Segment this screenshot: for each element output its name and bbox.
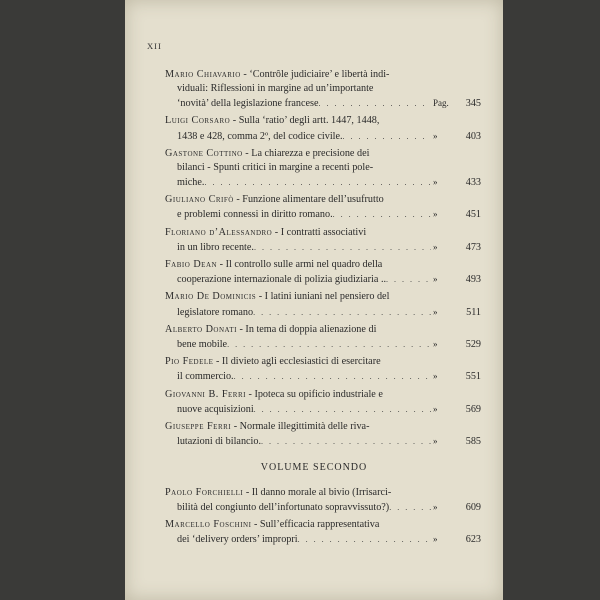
toc-last-line [165,96,481,111]
toc-author: Floriano d’Alessandro [165,226,273,238]
toc-page-number: 451 [465,209,481,221]
toc-line: bilanci - Spunti critici in margine a recenti pole- [177,161,374,173]
toc-title-text: - In tema di doppia alienazione di [239,323,377,335]
page-prefix: » [433,209,438,220]
toc-page-number: 511 [466,306,481,318]
toc-author: Paolo Forchielli [165,487,244,498]
toc-last-line [165,240,481,255]
toc-page-number: 623 [465,534,481,546]
toc-line [165,388,481,402]
toc-page-number: 551 [465,371,481,383]
toc-last-line [165,305,481,320]
toc-last-line [165,369,481,384]
toc-title-text: cooperazione internazionale di polizia giudiziaria .. [177,274,387,286]
toc-last-line [165,337,481,352]
page-prefix: » [433,338,438,349]
toc-entry [165,193,481,222]
toc-entry [165,486,481,515]
toc-title-text: bene mobile [177,338,228,350]
toc-page-number: 493 [465,274,481,286]
toc-title-text: - Sull’efficacia rappresentativa [253,519,380,531]
dot-leader [227,338,431,352]
toc-author: Fabio Dean [165,259,218,271]
page-prefix: » [433,306,438,317]
page-prefix: » [433,502,438,513]
toc-line: viduali: Riflessioni in margine ad un’importante [177,83,374,95]
toc-title-text: e problemi connessi in diritto romano. [177,209,333,221]
toc-line [165,226,481,240]
toc-line [165,323,481,337]
dot-leader [319,97,431,111]
toc-author: Luigi Corsaro [165,115,231,127]
toc-author: Alberto Donati [165,323,237,335]
toc-entry [165,147,481,190]
toc-line [165,290,481,304]
toc-page-number: 403 [465,130,481,142]
dot-leader [254,403,431,417]
toc-page-number: 569 [465,403,481,415]
toc-title-text: - ‘Contrôle judiciaire’ e libertà indi- [243,69,390,80]
toc-title-text: legislatore romano [177,306,254,318]
toc-last-line [165,175,481,190]
page-prefix: » [433,403,438,414]
toc-volume-2 [165,486,481,551]
page-prefix: » [433,436,438,447]
toc-entry [165,114,481,143]
toc-title-text: - I contratti associativi [274,226,367,238]
toc-entry [165,290,481,319]
toc-entry [165,68,481,111]
toc-line [165,486,481,500]
toc-title-text: - Il danno morale al bivio (Irrisarci- [245,487,392,498]
toc-volume-1 [165,68,481,452]
toc-title-text: il commercio. [177,371,234,383]
toc-author: Giuliano Crifò [165,194,234,206]
toc-title-text: dei ‘delivery orders’ impropri [177,534,298,546]
toc-title-text: - La chiarezza e precisione dei [245,147,370,159]
toc-last-line [165,402,481,417]
toc-page-number: 529 [465,338,481,350]
toc-entry [165,258,481,287]
toc-title-text: ‘novità’ della legislazione francese [177,98,319,110]
toc-author: Mario Chiavario [165,69,241,80]
toc-title-text: - Ipoteca su opificio industriale e [248,388,383,400]
toc-author: Giovanni B. Ferri [165,388,246,400]
toc-title-text: - I latini iuniani nel pensiero del [258,291,390,303]
dot-leader [386,273,431,287]
page-prefix: » [433,534,438,545]
toc-entry [165,420,481,449]
dot-leader [253,306,431,320]
dot-leader [234,370,431,384]
toc-title-text: - Il controllo sulle armi nel quadro della [219,259,383,271]
toc-entry [165,518,481,547]
toc-last-line [165,129,481,144]
toc-entry [165,226,481,255]
toc-title-text: lutazioni di bilancio. [177,436,262,448]
toc-page-number: 345 [465,98,481,110]
page-prefix: » [433,177,438,188]
dot-leader [298,533,431,547]
toc-line [165,420,481,434]
toc-last-line [165,500,481,515]
page-prefix: » [433,241,438,252]
toc-last-line [165,272,481,287]
toc-line [165,258,481,272]
toc-title-text: - Normale illegittimità delle riva- [233,420,370,432]
toc-author: Pio Fedele [165,356,214,368]
toc-line [165,518,481,532]
toc-author: Giuseppe Ferri [165,420,232,432]
page-prefix: » [433,371,438,382]
toc-line [165,68,481,82]
toc-line [165,114,481,128]
toc-last-line [165,532,481,547]
toc-author: Gastone Cottino [165,147,243,159]
toc-line [165,355,481,369]
toc-title-text: bilità del congiunto dell’infortunato sopravvissuto?) [177,502,390,514]
toc-page-number: 433 [465,177,481,189]
dot-leader [389,501,431,515]
toc-author: Mario De Dominicis [165,291,257,303]
toc-title-text: nuove acquisizioni [177,403,254,415]
toc-page-number: 609 [465,502,481,514]
toc-line [165,147,481,161]
toc-entry [165,323,481,352]
toc-entry [165,355,481,384]
toc-page-number: 473 [465,241,481,253]
dot-leader [254,241,431,255]
toc-title-text: - Funzione alimentare dell’usufrutto [236,194,384,206]
toc-last-line [165,207,481,222]
dot-leader [343,130,431,144]
page-prefix: » [433,130,438,141]
toc-title-text: miche. [177,177,205,189]
toc-entry [165,388,481,417]
toc-page-number: 585 [465,436,481,448]
toc-title-text: in un libro recente. [177,241,254,253]
toc-line [165,193,481,207]
toc-author: Marcello Foschini [165,519,252,531]
dot-leader [333,208,431,222]
section-title: VOLUME SECONDO [260,462,368,473]
toc-last-line [165,434,481,449]
dot-leader [204,176,431,190]
page-number: XII [147,41,162,51]
toc-title-text: 1438 e 428, comma 2º, del codice civile. [177,130,343,142]
toc-title-text: - Sulla ‘ratio’ degli artt. 1447, 1448, [232,115,380,127]
page-prefix: Pag. [433,98,449,109]
page-prefix: » [433,274,438,285]
toc-title-text: - Il divieto agli ecclesiastici di esercitare [215,356,381,368]
dot-leader [261,435,431,449]
